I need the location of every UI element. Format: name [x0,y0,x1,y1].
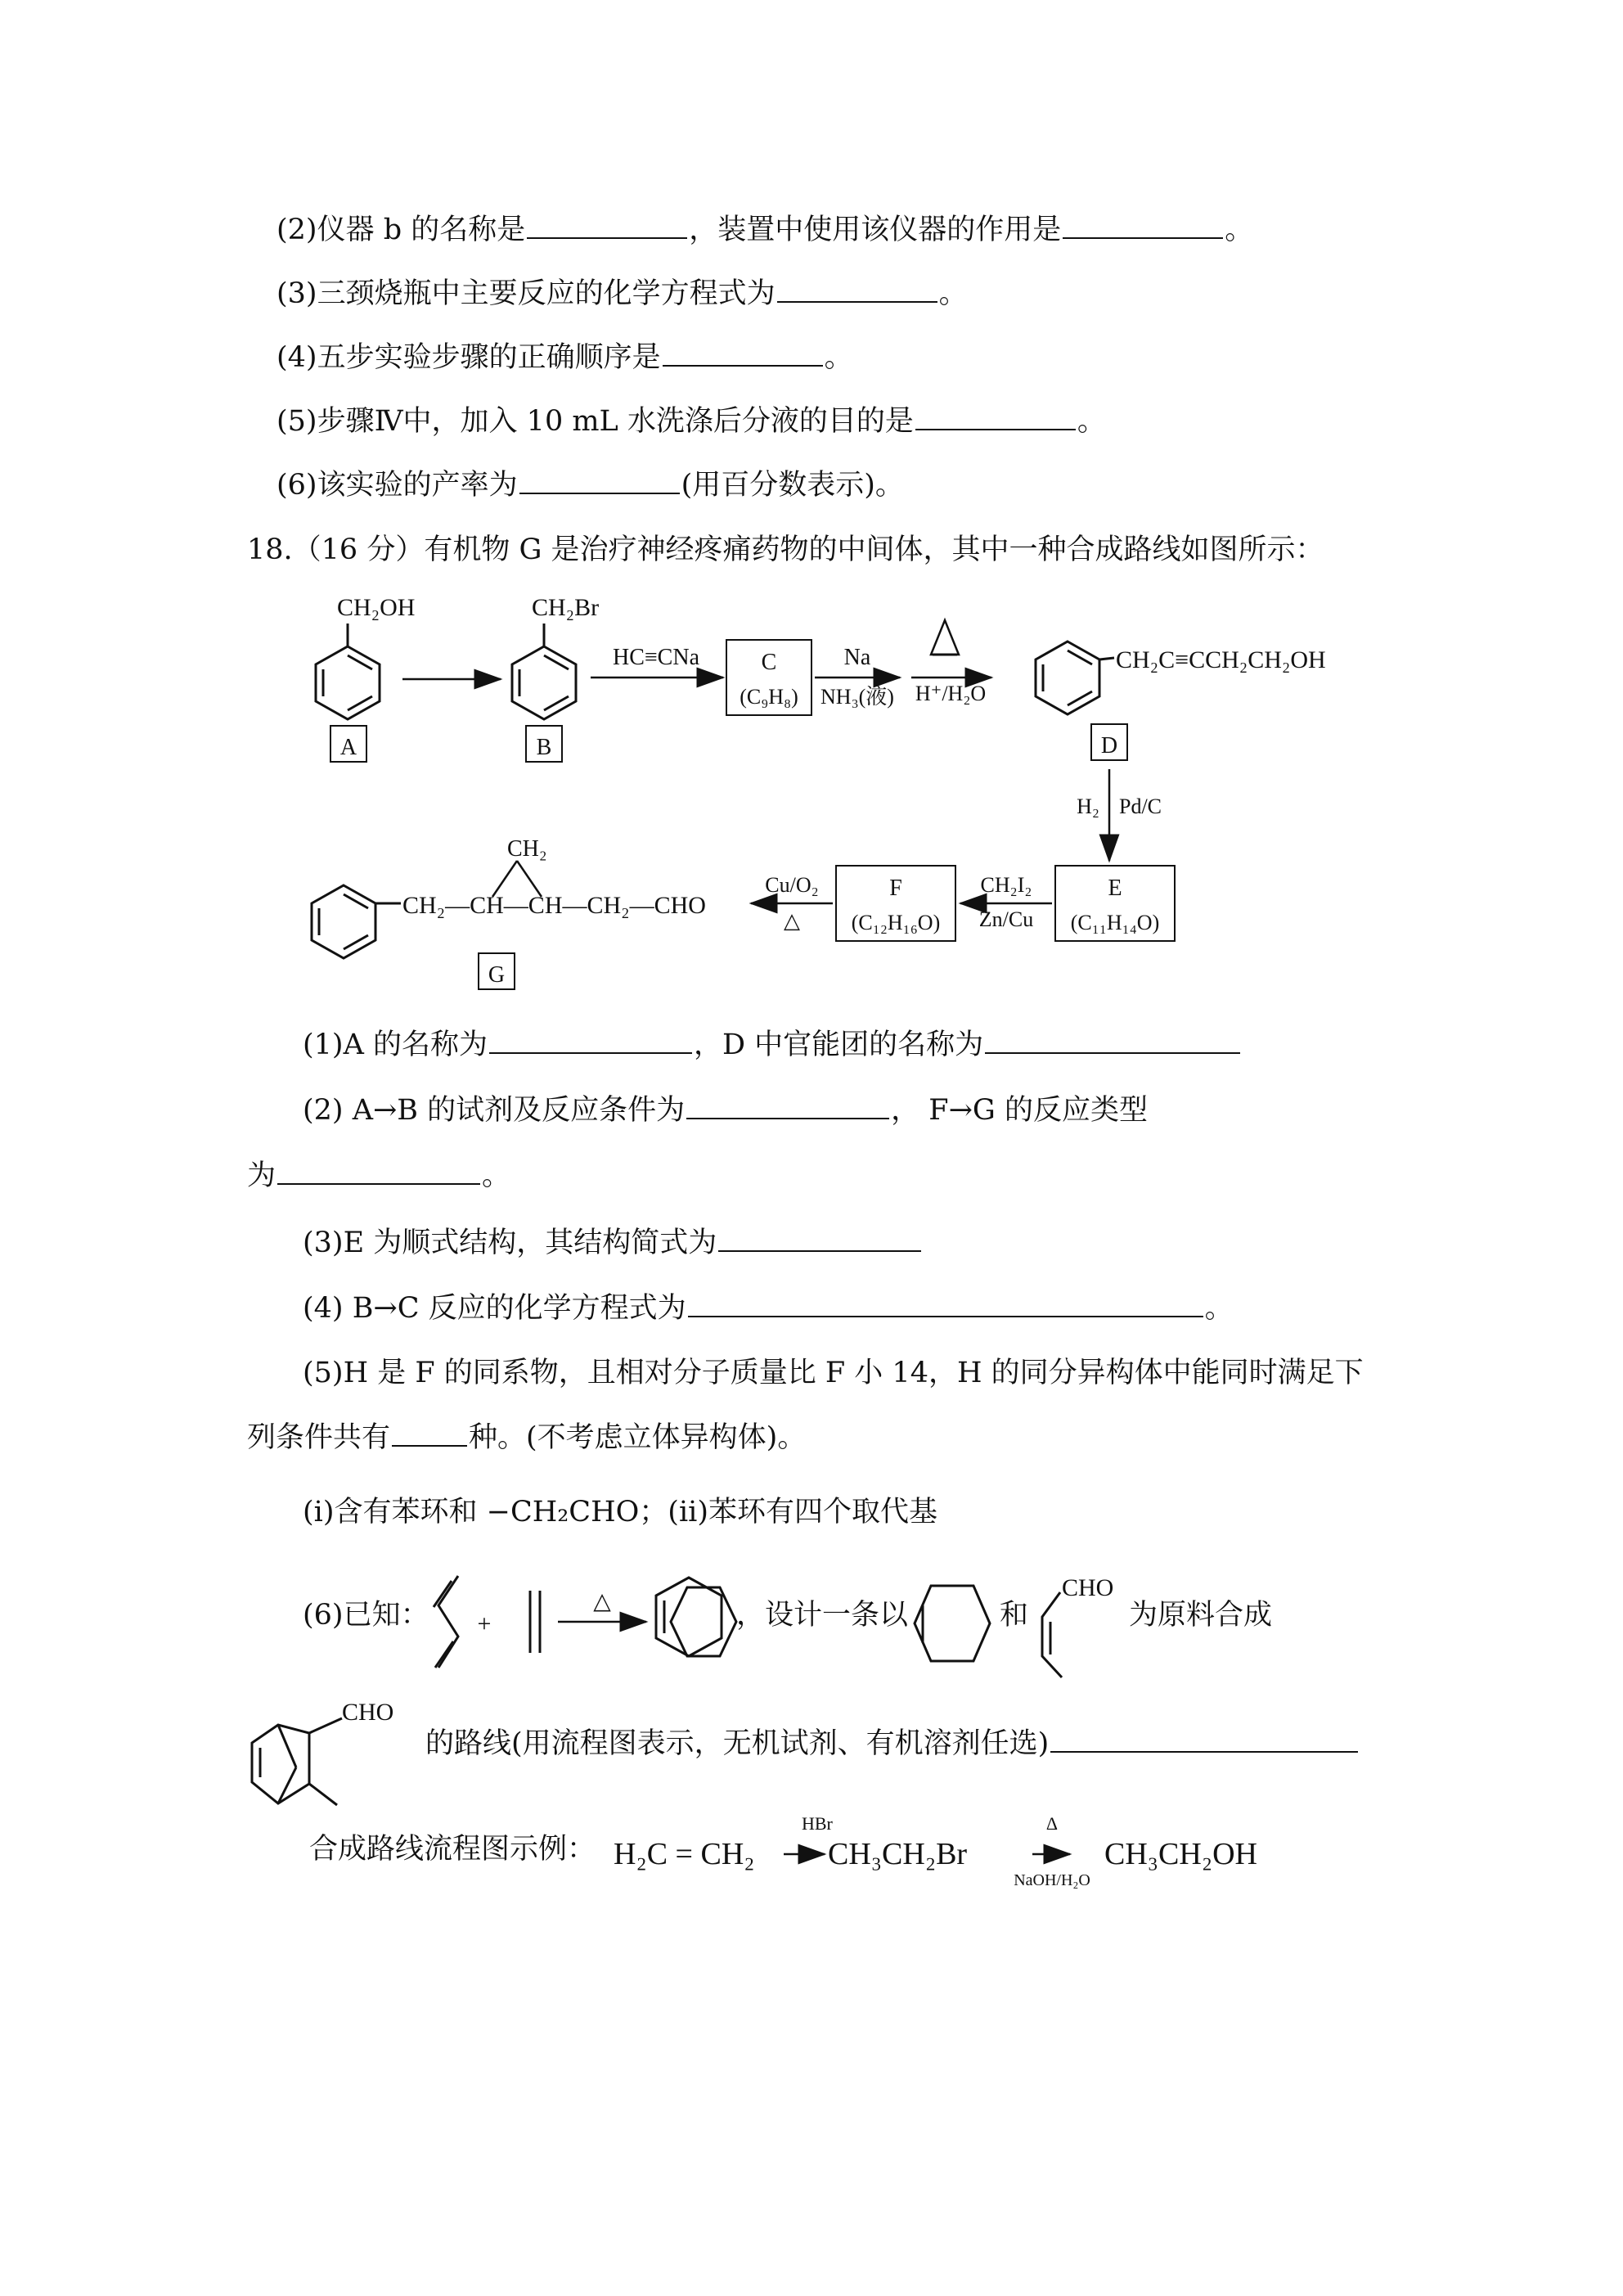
answer-blank[interactable] [1063,211,1223,239]
question-18-title: 18.（16 分）有机物 G 是治疗神经疼痛药物的中间体，其中一种合成路线如图所示： [247,533,1324,566]
target-molecule [237,1686,450,1833]
answer-blank[interactable] [686,1092,889,1119]
q18-part4: (4) B→C 反应的化学方程式为 。 [303,1290,1234,1326]
q17-part6: (6)该实验的产率为 (用百分数表示)。 [276,466,904,503]
cyclohexene-reagent-icon [915,1586,990,1661]
q18-part6-label: (6)已知： [303,1599,429,1632]
b-substituent: CH₂Br [532,594,600,621]
example-start: H₂C = CH₂ [614,1837,755,1871]
label-a: A [339,735,357,760]
d-chain: CH₂C≡CCH₂CH₂OH [1116,646,1326,673]
answer-blank[interactable] [777,275,937,303]
q18-part6-mid: ，设计一条以 [736,1599,909,1632]
reagent-e-f-bottom: Zn/Cu [978,907,1034,931]
synthesis-scheme [0,573,1623,1031]
q17-part2: (2)仪器 b 的名称是 ，装置中使用该仪器的作用是 。 [276,211,1253,248]
ethylene-icon [530,1591,540,1653]
answer-blank[interactable] [519,466,680,494]
label-b: B [536,735,552,760]
formula-e: (C₁₁H₁₄O) [1070,911,1160,934]
target-cho: CHO [342,1699,394,1726]
q18-part5-cont: 列条件共有 种。(不考虑立体异构体)。 [247,1419,806,1456]
answer-blank[interactable] [277,1157,480,1185]
q18-part2: (2) A→B 的试剂及反应条件为 ， F→G 的反应类型 [303,1092,1148,1128]
answer-blank[interactable] [392,1419,467,1447]
heat-symbol: △ [593,1589,611,1614]
reagent-c-d-2: H⁺/H₂O [915,682,987,705]
q17-part4: (4)五步实验步骤的正确顺序是 。 [276,339,853,376]
reagent-c-d-top: Na [843,645,871,670]
q18-part6-end: 为原料合成 [1129,1599,1273,1632]
reagent-f-g-bottom: △ [784,909,800,933]
example-mid: CH₃CH₂Br [828,1837,968,1871]
crotonaldehyde-icon [1042,1592,1062,1677]
answer-blank[interactable] [663,339,823,367]
g-ch2-top: CH₂ [507,836,547,862]
reagent-d-e-right: Pd/C [1119,795,1162,818]
example-reagent-2-top: Δ [1045,1813,1059,1834]
q18-part2-cont: 为 。 [247,1157,510,1194]
formula-f: (C₁₂H₁₆O) [851,911,941,934]
label-g: G [488,962,506,988]
label-e: E [1108,876,1122,901]
answer-blank[interactable] [718,1224,921,1252]
epoxide-icon [931,620,959,655]
benzene-ring-a [316,624,380,719]
q18-part1: (1)A 的名称为 ，D 中官能团的名称为 [303,1026,1242,1063]
example-reagent-1: HBr [802,1813,833,1834]
q18-part5-conditions: (i)含有苯环和 −CH₂CHO；(ii)苯环有四个取代基 [303,1496,937,1528]
a-substituent: CH₂OH [337,594,416,621]
cho-label: CHO [1062,1574,1114,1601]
reagent-f-g-top: Cu/O₂ [765,873,819,897]
q18-part6-and: 和 [1000,1599,1029,1632]
answer-blank[interactable] [915,403,1076,430]
reagent-b-c: HC≡CNa [612,645,700,670]
benzene-ring-g [312,885,401,958]
g-chain: CH₂—CH—CH—CH₂—CHO [402,892,706,919]
benzene-ring-d [1036,642,1114,714]
plus-sign: + [477,1610,492,1637]
reagent-d-e-left: H₂ [1077,795,1099,818]
example-end: CH₃CH₂OH [1104,1837,1257,1871]
cyclohexene-product-icon [656,1578,722,1656]
answer-blank[interactable] [1050,1725,1358,1753]
label-f: F [889,876,902,901]
formula-c: (C₉H₈) [740,685,798,709]
label-c: C [761,650,777,675]
answer-blank[interactable] [527,211,687,239]
butadiene-icon [434,1576,458,1668]
q17-part5: (5)步骤Ⅳ中，加入 10 mL 水洗涤后分液的目的是 。 [276,403,1106,439]
answer-blank[interactable] [688,1290,1203,1317]
q18-part3: (3)E 为顺式结构，其结构简式为 [303,1224,923,1261]
example-label: 合成路线流程图示例： [309,1833,596,1866]
q17-part3: (3)三颈烧瓶中主要反应的化学方程式为 。 [276,275,968,312]
example-route [605,1808,1342,1890]
reagent-c-d-bottom: NH₃(液) [820,685,894,709]
example-reagent-2-bottom: NaOH/H₂O [1014,1871,1090,1889]
benzene-ring-b [512,624,576,719]
answer-blank[interactable] [489,1026,692,1054]
q18-part5: (5)H 是 F 的同系物，且相对分子质量比 F 小 14，H 的同分异构体中能同时满足下 [303,1357,1364,1389]
label-d: D [1100,733,1118,759]
answer-blank[interactable] [985,1026,1240,1054]
reagent-e-f-top: CH₂I₂ [980,873,1032,897]
q18-part6-route: 的路线(用流程图表示，无机试剂、有机溶剂任选) [425,1725,1360,1762]
